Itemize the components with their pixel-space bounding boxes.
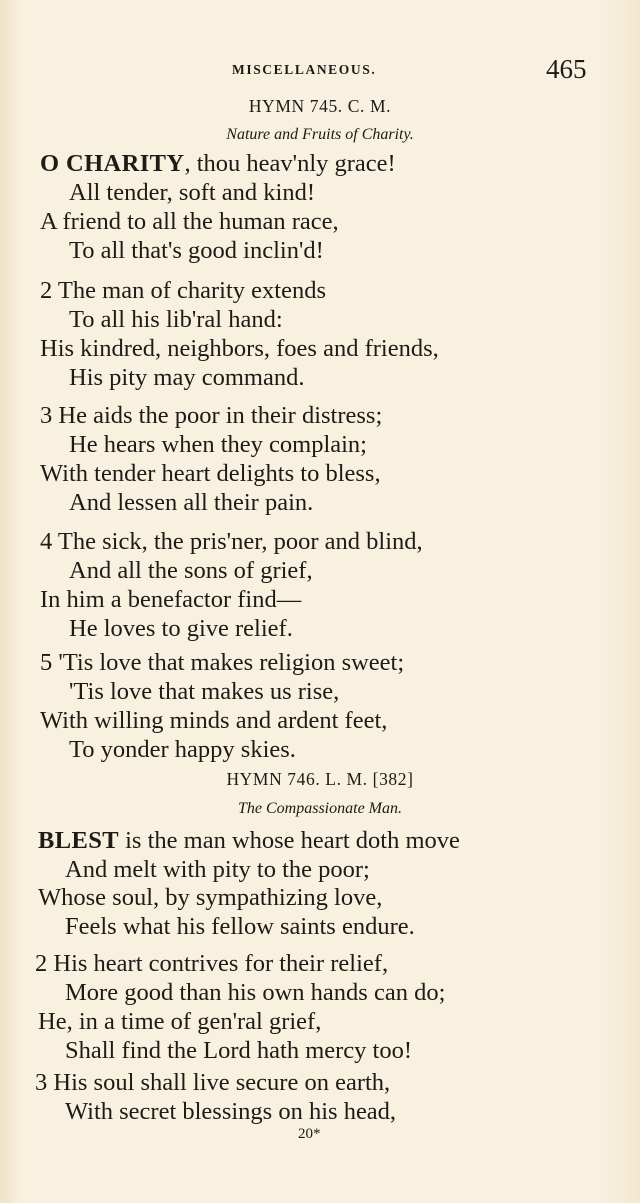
hymn-746-opening-word: BLEST	[38, 827, 119, 854]
hymn-746-line-10: With secret blessings on his head,	[65, 1098, 397, 1125]
hymn-746-line-8: Shall find the Lord hath mercy too!	[65, 1037, 412, 1064]
hymn-745-line-18: 'Tis love that makes us rise,	[69, 678, 340, 705]
hymn-746-heading: HYMN 746. L. M. [382]	[226, 769, 414, 789]
hymn-746-line-5: 2 His heart contrives for their relief,	[35, 950, 389, 977]
hymn-746-line-1: BLEST is the man whose heart doth move	[38, 827, 460, 854]
hymn-745-line-16: He loves to give relief.	[69, 615, 293, 642]
hymn-746-line-6: More good than his own hands can do;	[65, 979, 446, 1006]
hymn-746-line-3: Whose soul, by sympathizing love,	[38, 884, 383, 911]
hymn-745-line-5: 2 The man of charity extends	[40, 277, 326, 304]
hymn-745-line-13: 4 The sick, the pris'ner, poor and blind,	[40, 528, 423, 555]
hymn-745-line-9: 3 He aids the poor in their distress;	[40, 402, 383, 429]
hymn-745-line-11: With tender heart delights to bless,	[40, 460, 381, 487]
hymn-745-line-10: He hears when they complain;	[69, 431, 367, 458]
hymn-745-line-19: With willing minds and ardent feet,	[40, 707, 388, 734]
hymn-745-heading: HYMN 745. C. M.	[248, 96, 392, 116]
hymn-745-line-20: To yonder happy skies.	[69, 736, 296, 763]
hymn-746-line-7: He, in a time of gen'ral grief,	[38, 1008, 322, 1035]
hymn-746-line-4: Feels what his fellow saints endure.	[65, 913, 415, 940]
hymn-745-line-7: His kindred, neighbors, foes and friends,	[40, 335, 439, 362]
hymn-745-subtitle: Nature and Fruits of Charity.	[226, 126, 414, 143]
page-number: 465	[546, 54, 587, 84]
hymn-745-line-14: And all the sons of grief,	[69, 557, 313, 584]
section-title: MISCELLANEOUS.	[232, 62, 377, 77]
hymn-745-line-15: In him a benefactor find—	[40, 586, 302, 613]
hymn-745-line-4: To all that's good inclin'd!	[69, 237, 324, 264]
hymn-745-line-3: A friend to all the human race,	[40, 208, 339, 235]
running-header	[0, 54, 640, 84]
hymn-745-line-2: All tender, soft and kind!	[69, 179, 316, 206]
hymn-745-line-12: And lessen all their pain.	[69, 489, 314, 516]
hymn-745-line-17: 5 'Tis love that makes religion sweet;	[40, 649, 405, 676]
hymn-745-line-8: His pity may command.	[69, 364, 305, 391]
hymn-746-line-2: And melt with pity to the poor;	[65, 856, 370, 883]
hymn-745-line-6: To all his lib'ral hand:	[69, 306, 283, 333]
hymn-746-line-9: 3 His soul shall live secure on earth,	[35, 1069, 391, 1096]
signature-mark: 20*	[298, 1126, 321, 1142]
hymn-745-opening-word: O CHARITY	[40, 150, 185, 177]
hymn-746-subtitle: The Compassionate Man.	[238, 800, 402, 817]
hymn-745-line-1: O CHARITY, thou heav'nly grace!	[40, 150, 396, 177]
